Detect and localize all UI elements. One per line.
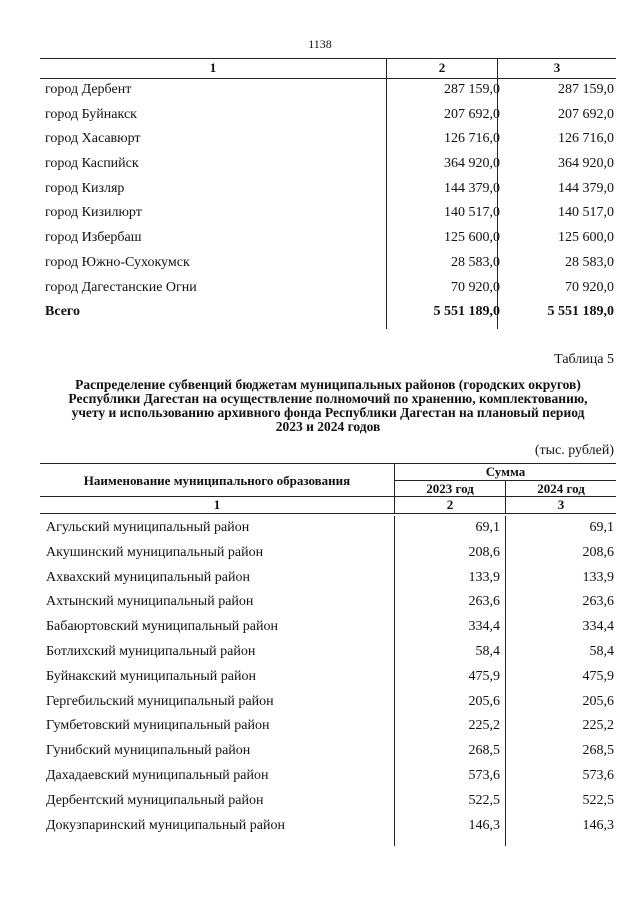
- row-value-col2: 522,5: [468, 792, 500, 808]
- row-name: Буйнакский муниципальный район: [46, 668, 256, 684]
- row-value-col2: 364 920,0: [444, 156, 500, 172]
- row-name: город Кизилюрт: [45, 205, 142, 221]
- header-num-1: 1: [213, 497, 221, 512]
- row-value-col3: 207 692,0: [558, 106, 614, 122]
- header-sum: Сумма: [485, 464, 526, 479]
- row-value-col2: 58,4: [475, 643, 500, 659]
- table1-body: [40, 79, 616, 326]
- row-name: Гергебильский муниципальный район: [46, 693, 274, 709]
- table-row: [40, 690, 616, 715]
- table1-header-col2: 2: [438, 60, 446, 75]
- table-row: [40, 590, 616, 615]
- row-name: город Избербаш: [45, 230, 142, 246]
- row-value-col2: 144 379,0: [444, 180, 500, 196]
- page-number: 1138: [308, 37, 332, 51]
- row-value-col2: 70 920,0: [451, 279, 500, 295]
- row-name: Бабаюртовский муниципальный район: [46, 619, 278, 635]
- row-name: город Дагестанские Огни: [45, 279, 197, 295]
- row-value-col2: 146,3: [468, 817, 500, 833]
- row-name: Акушинский муниципальный район: [46, 544, 264, 560]
- row-value-col2: 69,1: [475, 520, 500, 535]
- table-row: [40, 516, 616, 541]
- table2-body: [40, 516, 616, 838]
- table-row: [40, 252, 616, 277]
- row-name: город Кизляр: [45, 180, 125, 196]
- title-line: учету и использованию архивного фонда Республики Дагестан на плановый период: [71, 405, 585, 420]
- table1-header-col1: 1: [209, 60, 217, 75]
- row-value-col3: 522,5: [582, 792, 614, 808]
- row-value-col2: 225,2: [468, 718, 500, 734]
- row-value-col3: 140 517,0: [558, 205, 614, 221]
- table-row: [40, 153, 616, 178]
- table-row: [40, 541, 616, 566]
- table-row: [40, 714, 616, 739]
- row-value-col2: 133,9: [468, 569, 500, 585]
- row-value-col2: 268,5: [468, 743, 500, 759]
- row-value-col3: 5 551 189,0: [547, 304, 614, 320]
- row-value-col2: 126 716,0: [444, 131, 500, 147]
- table-row: [40, 202, 616, 227]
- table-title: [40, 378, 616, 434]
- table-label: Таблица 5: [554, 352, 614, 367]
- row-value-col3: 268,5: [582, 743, 614, 759]
- row-name: Агульский муниципальный район: [46, 520, 250, 535]
- row-value-col3: 125 600,0: [558, 230, 614, 246]
- table-municipal-cities: [40, 58, 616, 326]
- row-name: город Буйнакск: [45, 106, 137, 122]
- row-value-col3: 69,1: [589, 520, 614, 535]
- table-row: [40, 128, 616, 153]
- row-value-col2: 140 517,0: [444, 205, 500, 221]
- row-value-col2: 475,9: [468, 668, 500, 684]
- row-value-col3: 133,9: [582, 569, 614, 585]
- row-value-col2: 28 583,0: [451, 254, 500, 270]
- unit-label: (тыс. рублей): [534, 443, 614, 458]
- row-value-col3: 126 716,0: [558, 131, 614, 147]
- table-row: [40, 789, 616, 814]
- row-value-col2: 125 600,0: [444, 230, 500, 246]
- row-value-col2: 5 551 189,0: [433, 304, 500, 320]
- table2-header: [40, 463, 616, 516]
- row-name: Дахадаевский муниципальный район: [46, 767, 269, 783]
- table1-header: [40, 58, 616, 79]
- row-value-col3: 58,4: [589, 643, 614, 659]
- row-value-col2: 263,6: [468, 594, 500, 610]
- row-name: город Южно-Сухокумск: [45, 254, 190, 270]
- row-name: Гумбетовский муниципальный район: [46, 718, 270, 734]
- table-row: [40, 227, 616, 252]
- row-name: Ахвахский муниципальный район: [46, 569, 250, 585]
- row-value-col3: 205,6: [582, 693, 614, 709]
- table-row: [40, 104, 616, 129]
- table-row: [40, 566, 616, 591]
- row-name: город Каспийск: [45, 156, 139, 172]
- table-row: [40, 79, 616, 104]
- title-line: Распределение субвенций бюджетам муниципальных районов (городских округов): [75, 377, 581, 392]
- row-value-col2: 287 159,0: [444, 82, 500, 97]
- row-value-col2: 208,6: [468, 544, 500, 560]
- row-value-col3: 208,6: [582, 544, 614, 560]
- row-value-col2: 573,6: [468, 767, 500, 783]
- row-value-col2: 207 692,0: [444, 106, 500, 122]
- table-row: [40, 301, 616, 326]
- row-name: город Хасавюрт: [45, 131, 141, 147]
- row-value-col2: 205,6: [468, 693, 500, 709]
- row-value-col3: 573,6: [582, 767, 614, 783]
- table-row: [40, 178, 616, 203]
- table-row: [40, 814, 616, 839]
- title-line: 2023 и 2024 годов: [275, 419, 381, 434]
- row-name: Ботлихский муниципальный район: [46, 643, 256, 659]
- table-row: [40, 640, 616, 665]
- table-row: [40, 739, 616, 764]
- row-value-col2: 334,4: [468, 619, 500, 635]
- row-value-col3: 475,9: [582, 668, 614, 684]
- row-value-col3: 70 920,0: [565, 279, 614, 295]
- row-value-col3: 334,4: [582, 619, 614, 635]
- header-num-2: 2: [446, 497, 454, 512]
- table-row: [40, 615, 616, 640]
- row-name: Гунибский муниципальный район: [46, 743, 251, 759]
- row-name: Всего: [45, 304, 80, 320]
- header-year-2024: 2024 год: [537, 481, 585, 496]
- table-subventions: [40, 463, 616, 838]
- header-year-2023: 2023 год: [426, 481, 474, 496]
- row-value-col3: 28 583,0: [565, 254, 614, 270]
- title-line: Республики Дагестан на осуществление полномочий по хранению, комплектованию,: [68, 391, 588, 406]
- row-name: Докузпаринский муниципальный район: [46, 817, 285, 833]
- row-name: город Дербент: [45, 82, 132, 97]
- row-name: Дербентский муниципальный район: [46, 792, 264, 808]
- row-value-col3: 146,3: [582, 817, 614, 833]
- table1-header-col3: 3: [553, 60, 561, 75]
- row-value-col3: 287 159,0: [558, 82, 614, 97]
- row-value-col3: 144 379,0: [558, 180, 614, 196]
- row-value-col3: 364 920,0: [558, 156, 614, 172]
- row-value-col3: 225,2: [582, 718, 614, 734]
- table-row: [40, 665, 616, 690]
- table-row: [40, 277, 616, 302]
- row-value-col3: 263,6: [582, 594, 614, 610]
- header-num-3: 3: [557, 497, 565, 512]
- row-name: Ахтынский муниципальный район: [46, 594, 254, 610]
- table-row: [40, 764, 616, 789]
- header-name: Наименование муниципального образования: [83, 473, 351, 488]
